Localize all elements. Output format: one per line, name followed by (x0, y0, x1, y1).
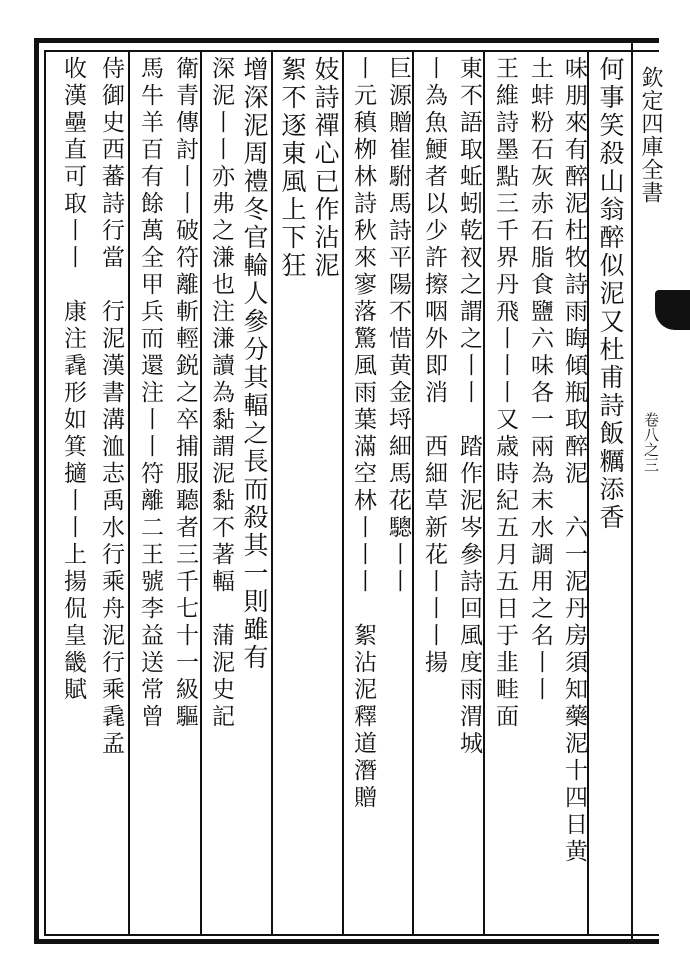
juan-label: 卷八之三 (642, 412, 660, 472)
text-column: 妓詩禪心已作沾泥 (311, 56, 340, 280)
text-column: 絮不逐東風上下狂 (278, 56, 307, 280)
text-column: 何事笑殺山翁醉似泥又杜甫詩飯糲添香 (596, 56, 625, 532)
text-column: 侍御史西蕃詩行當 行泥漢書溝洫志禹水行乘舟泥行乘毳孟 (98, 56, 124, 758)
text-column: 東不語取蚯蚓乾衩之謂之丨丨 踏作泥岑參詩回風度雨渭城 (456, 56, 482, 758)
fishtail-mark (655, 290, 690, 330)
text-column: 丨元稹栁林詩秋來寥落驚風雨葉滿空林丨丨丨 絮沾泥釋道潛贈 (350, 56, 376, 812)
text-column: 馬牛羊百有餘萬全甲兵而還注丨丨符離二王號李益送常曾 (137, 56, 163, 731)
text-column: 丨為魚鯁者以少許擦咽外即消 西細草新花丨丨丨揚 (421, 56, 447, 677)
text-column: 收漢壘直可取丨丨 康注毳形如箕擿丨丨上揚侃皇畿賦 (60, 56, 86, 704)
column-divider (128, 52, 130, 936)
book-title: 欽定四庫全書 (638, 66, 663, 204)
margin-rule (631, 40, 633, 940)
text-column: 增深泥周禮冬官輪人參分其輻之長而殺其一則雖有 (240, 56, 269, 672)
text-column: 深泥丨丨亦弗之溓也注溓讀為黏謂泥黏不著輻 蒲泥史記 (208, 56, 234, 731)
column-divider (271, 52, 273, 936)
column-divider (342, 52, 344, 936)
text-column: 味朋來有醉泥杜牧詩雨晦傾瓶取醉泥 六一泥丹房須知藥泥十四日黄 (561, 56, 587, 866)
text-column: 土蚌粉石灰赤石脂食鹽六味各一兩為末水調用之名丨丨 (527, 56, 553, 704)
text-column: 王維詩墨點三千界丹飛丨丨丨又歳時紀五月五日于韭畦面 (492, 56, 518, 731)
text-column: 巨源贈崔駙馬詩平陽不惜黄金埒細馬花驄丨丨 (385, 56, 411, 596)
text-column: 衛青傳討丨丨破符離斬輕鋭之卒捕服聽者三千七十一級驅 (172, 56, 198, 731)
